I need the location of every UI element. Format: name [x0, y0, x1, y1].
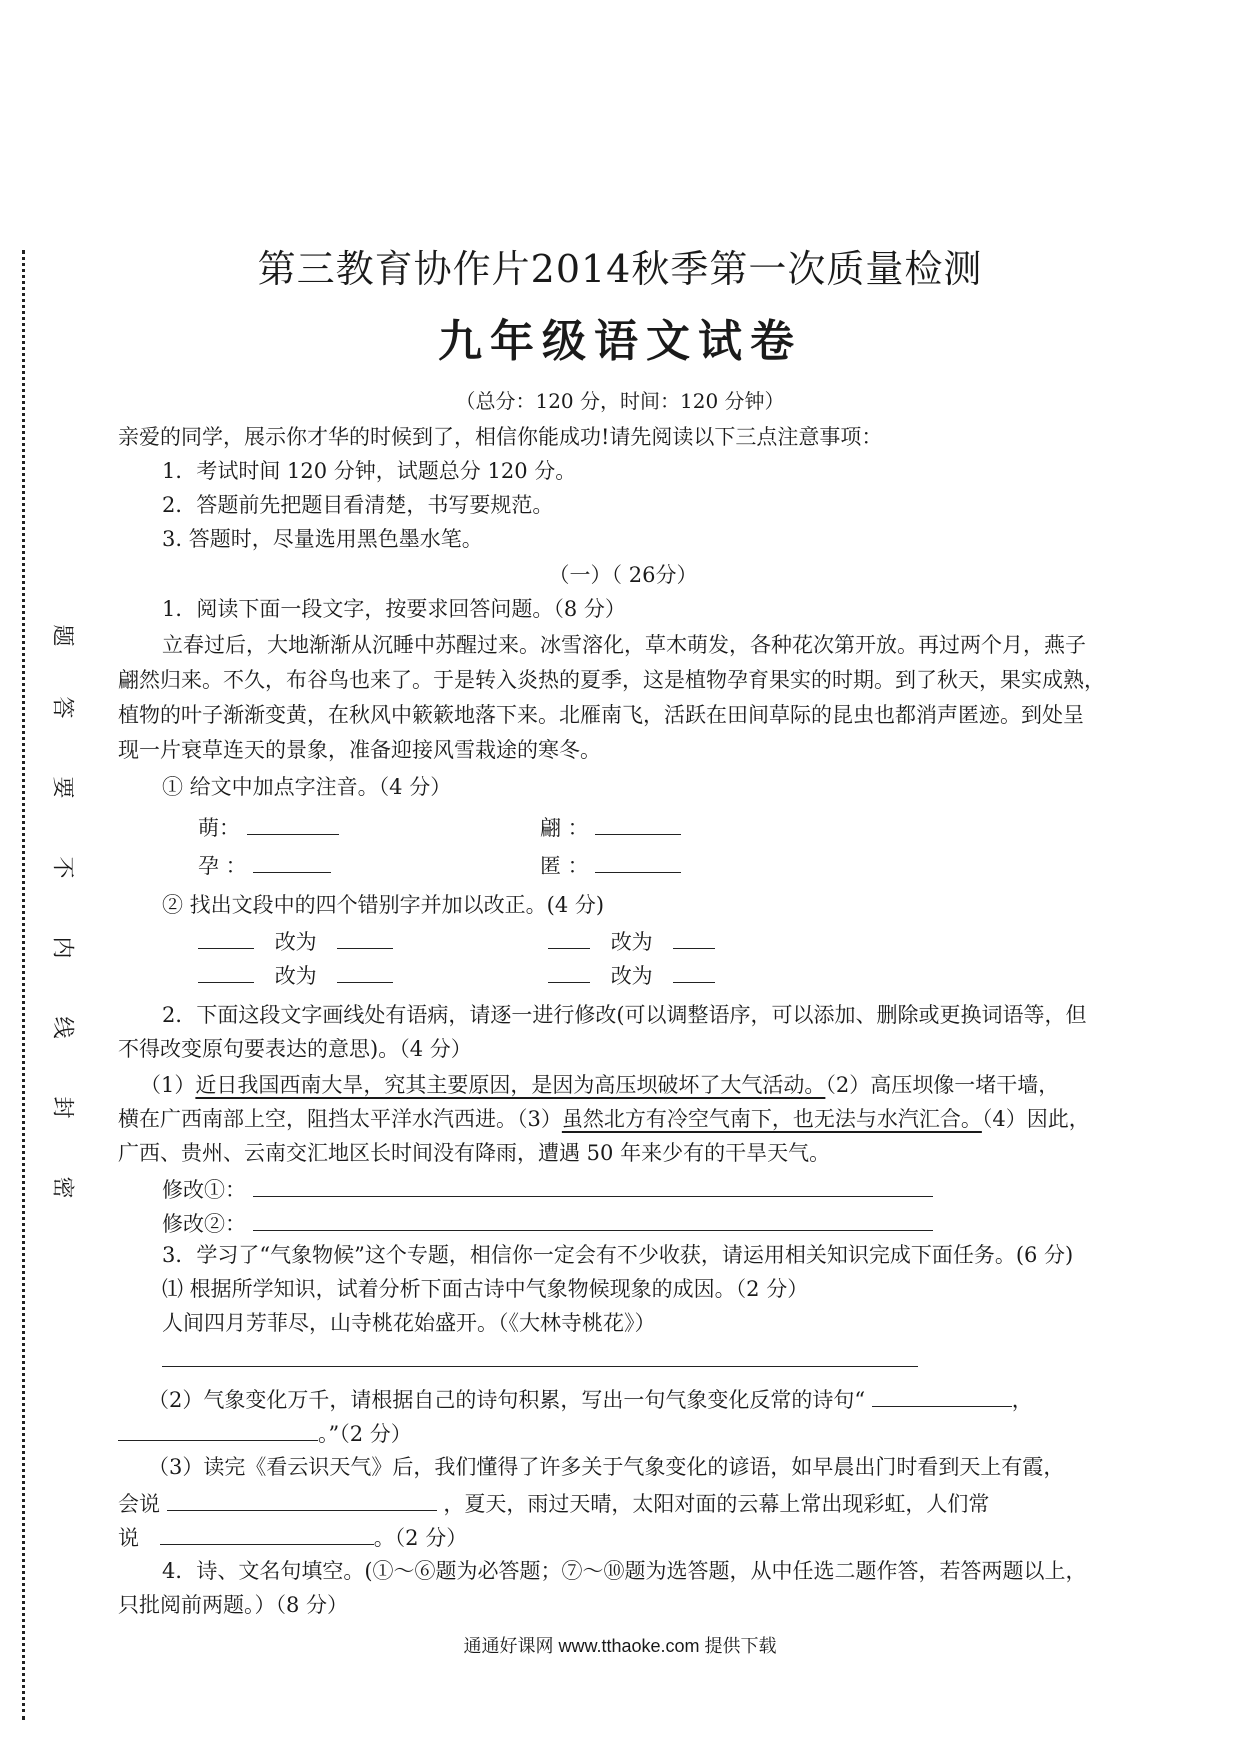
- answer-blank[interactable]: [247, 808, 339, 835]
- underlined-sentence: 虽然北方有冷空气南下，也无法与水汽汇合。: [561, 1107, 982, 1131]
- answer-blank[interactable]: [595, 808, 681, 835]
- answer-blank[interactable]: [595, 846, 681, 873]
- note-item: 3. 答题时，尽量选用黑色墨水笔。: [162, 527, 483, 551]
- passage-line: 立春过后，大地渐渐从沉睡中苏醒过来。冰雪溶化，草木萌发，各种花次第开放。再过两个月，燕子: [162, 633, 1086, 657]
- correction-row: [548, 922, 715, 959]
- question-text: 。（2 分）: [373, 1526, 468, 1550]
- answer-blank[interactable]: [253, 846, 331, 873]
- change-label: 改为: [274, 930, 317, 954]
- revision-label: 修改①：: [162, 1178, 246, 1202]
- question-3-part3-line: [118, 1518, 467, 1555]
- poem-blank[interactable]: [118, 1414, 318, 1441]
- wrong-char-blank[interactable]: [198, 956, 254, 983]
- sentence-text: （2）高压坝像一堵干墙，: [825, 1073, 1060, 1097]
- char-label: 匿 ：: [540, 854, 589, 878]
- margin-char: 线: [49, 1016, 75, 1039]
- change-label: 改为: [610, 964, 653, 988]
- char-label: 萌：: [198, 816, 240, 840]
- char-label: 翩 ：: [540, 816, 589, 840]
- char-label: 孕 ：: [198, 854, 247, 878]
- poem-blank[interactable]: [872, 1380, 1012, 1407]
- margin-char: 要: [49, 776, 75, 799]
- question-3-part2-cont: [118, 1414, 412, 1451]
- revision-row: [162, 1204, 933, 1241]
- margin-char: 不: [49, 856, 75, 879]
- change-label: 改为: [610, 930, 653, 954]
- underlined-sentence: 近日我国西南大旱，究其主要原因，是因为高压坝破坏了大气活动。: [195, 1073, 826, 1097]
- exam-title: 第三教育协作片2014秋季第一次质量检测: [257, 247, 983, 291]
- margin-char: 封: [49, 1096, 75, 1119]
- change-label: 改为: [274, 964, 317, 988]
- q2-sentence-line: [140, 1068, 1059, 1102]
- question-3-part2: （2）气象变化万千，请根据自己的诗句积累，写出一句气象变化反常的诗句“ ，: [148, 1380, 1033, 1417]
- revision-blank[interactable]: [253, 1204, 933, 1231]
- question-1-stem: 1．阅读下面一段文字，按要求回答问题。（8 分）: [162, 597, 626, 621]
- correction-row: [548, 956, 715, 993]
- wrong-char-blank[interactable]: [548, 956, 590, 983]
- question-text: （2）气象变化万千，请根据自己的诗句积累，写出一句气象变化反常的诗句“: [148, 1388, 866, 1412]
- correct-char-blank[interactable]: [673, 956, 715, 983]
- question-4-stem: 4．诗、文名句填空。(①～⑥题为必答题；⑦～⑩题为选答题，从中任选二题作答，若答两题以上，: [162, 1559, 1087, 1583]
- question-3-stem: 3．学习了“气象物候”这个专题，相信你一定会有不少收获，请运用相关知识完成下面任务。(6 分): [162, 1243, 1074, 1267]
- exam-info: （总分：120 分，时间：120 分钟）: [455, 389, 785, 413]
- footer-source: 通通好课网 www.tthaoke.com 提供下载: [463, 1636, 777, 1656]
- analysis-blank[interactable]: [162, 1340, 918, 1367]
- revision-blank[interactable]: [253, 1170, 933, 1197]
- revision-label: 修改②：: [162, 1212, 246, 1236]
- poem-line: 人间四月芳菲尽，山寺桃花始盛开。（《大林寺桃花》）: [162, 1311, 656, 1335]
- question-3-part3: （3）读完《看云识天气》后，我们懂得了许多关于气象变化的谚语，如早晨出门时看到天上有霞，: [148, 1455, 1065, 1479]
- passage-line: 翩然归来。不久，布谷鸟也来了。于是转入炎热的夏季，这是植物孕育果实的时期。到了秋天，果实成熟，: [118, 668, 1105, 692]
- section-heading: （一）（ 26分）: [548, 563, 698, 587]
- question-3-part3-line: [118, 1484, 989, 1521]
- correction-row: [198, 956, 393, 993]
- margin-char: 题: [49, 624, 75, 647]
- passage-line: 现一片衰草连天的景象，准备迎接风雪栽途的寒冬。: [118, 738, 601, 762]
- revision-row: [162, 1170, 933, 1207]
- correct-char-blank[interactable]: [337, 922, 393, 949]
- proverb-blank[interactable]: [167, 1484, 437, 1511]
- sentence-text: 横在广西南部上空，阻挡太平洋水汽西进。（3）: [118, 1107, 562, 1131]
- question-2-stem: 2．下面这段文字画线处有语病，请逐一进行修改(可以调整语序，可以添加、删除或更换词语等，但: [162, 1003, 1087, 1027]
- margin-char: 答: [49, 696, 75, 719]
- q2-sentence-line: 广西、贵州、云南交汇地区长时间没有降雨，遭遇 50 年来少有的干旱天气。: [118, 1141, 831, 1165]
- correct-char-blank[interactable]: [337, 956, 393, 983]
- proverb-blank[interactable]: [160, 1518, 374, 1545]
- question-1-sub2: ② 找出文段中的四个错别字并加以改正。(4 分): [162, 893, 605, 917]
- pinyin-item: [198, 846, 331, 883]
- question-text: ，夏天，雨过天晴，太阳对面的云幕上常出现彩虹，人们常: [443, 1492, 990, 1516]
- q2-sentence-line: [118, 1102, 1090, 1136]
- correct-char-blank[interactable]: [673, 922, 715, 949]
- pinyin-item: [540, 846, 681, 883]
- margin-char: 密: [49, 1176, 75, 1199]
- wrong-char-blank[interactable]: [548, 922, 590, 949]
- greeting: 亲爱的同学，展示你才华的时候到了，相信你能成功!请先阅读以下三点注意事项：: [118, 425, 883, 449]
- question-2-stem: 不得改变原句要表达的意思)。（4 分）: [118, 1037, 472, 1061]
- wrong-char-blank[interactable]: [198, 922, 254, 949]
- passage-line: 植物的叶子渐渐变黄，在秋风中簌簌地落下来。北雁南飞，活跃在田间草际的昆虫也都消声匿迹。到处呈: [118, 703, 1084, 727]
- note-item: 1．考试时间 120 分钟，试题总分 120 分。: [162, 459, 577, 483]
- margin-char: 内: [49, 936, 75, 959]
- question-3-part1: ⑴ 根据所学知识，试着分析下面古诗中气象物候现象的成因。（2 分）: [162, 1277, 809, 1301]
- answer-line: [162, 1340, 918, 1377]
- exam-subtitle: 九年级语文试卷: [438, 316, 802, 367]
- sentence-number: （1）: [140, 1073, 196, 1097]
- question-text: 会说: [118, 1492, 160, 1516]
- question-4-stem: 只批阅前两题。）（8 分）: [118, 1593, 349, 1617]
- correction-row: [198, 922, 393, 959]
- question-1-sub1: ① 给文中加点字注音。（4 分）: [162, 775, 452, 799]
- sentence-text: （4）因此，: [981, 1107, 1090, 1131]
- question-text: 。”（2 分）: [318, 1422, 412, 1446]
- note-item: 2．答题前先把题目看清楚，书写要规范。: [162, 493, 554, 517]
- question-text: 说: [118, 1526, 139, 1550]
- pinyin-item: [540, 808, 681, 845]
- binding-dotted-line: [22, 250, 25, 1720]
- pinyin-item: [198, 808, 339, 845]
